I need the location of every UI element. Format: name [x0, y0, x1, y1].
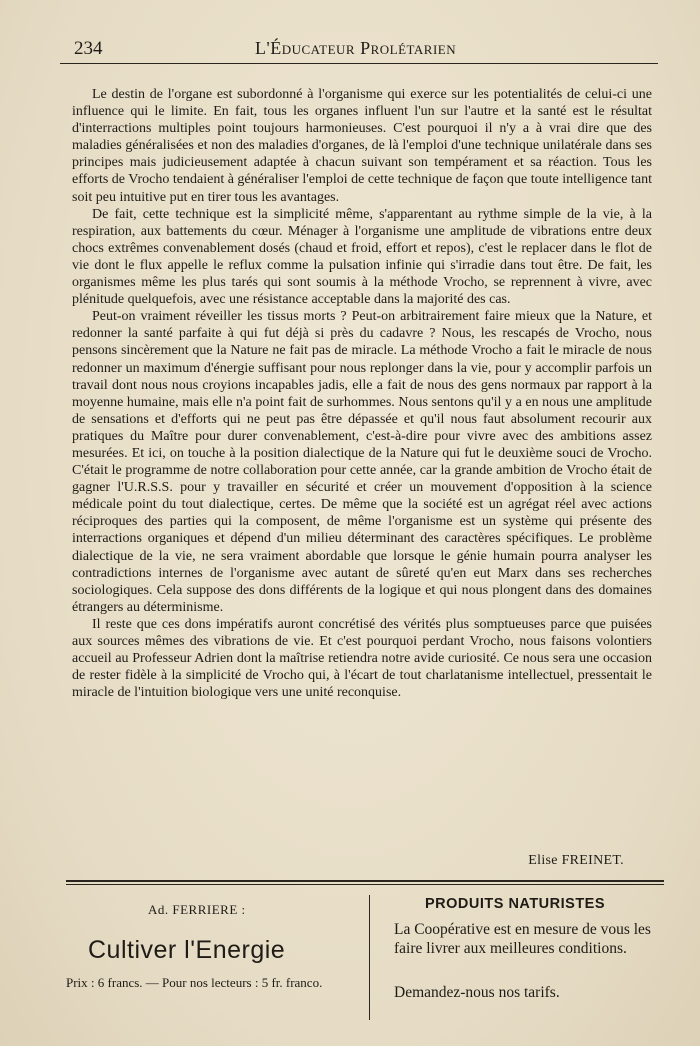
ad-book-title: Cultiver l'Energie	[88, 936, 286, 964]
book-advertisement	[66, 890, 366, 1020]
ad-price: Prix : 6 francs. — Pour nos lecteurs : 5 fr. franco.	[66, 975, 323, 990]
paragraph-1: Le destin de l'organe est subordonné à l'organisme qui exerce sur les potentialités de celui-ci une influence qui le limite. En fait, tous les organes influent l'un sur l'autre et la santé est le résultat d'interractions multiples point toujours harmonieuses. C'est pourquoi il n'y a à vrai dire que des maladies généralisées et non des maladies d'organes, de là l'emploi d'une technique unilatérale dans ses principes mais judicieusement adaptée à chacun suivant son tempérament et sa réaction. Tous les efforts de Vrocho tendaient à généraliser l'emploi de cette technique de façon que toute intelligence tant soit peu intuitive put en tirer tous les avantages.	[72, 87, 652, 205]
paragraph-4: Il reste que ces dons impératifs auront concrétisé des vérités plus somptueuses parce que puisées aux sources mêmes des vibrations de vie. Et c'est pourquoi perdant Vrocho, nous faisons volontiers accueil au Professeur Adrien dont la maîtrise retiendra notre avide curiosité. Ce nous sera une occasion de rester fidèle à la simplicité de Vrocho qui, à l'écart de tout charlatanisme intellectuel, pressentait le miracle de l'intuition biologique vers une unité reconquise.	[72, 616, 652, 701]
footer-rule-thin	[66, 884, 664, 885]
journal-title: L'Éducateur Prolétarien	[255, 38, 457, 58]
header-rule	[60, 63, 658, 64]
ad-right-title: PRODUITS NATURISTES	[425, 896, 606, 912]
naturist-products-advertisement	[380, 890, 670, 1020]
article-body	[72, 86, 652, 701]
page-header	[60, 34, 660, 64]
paragraph-3: Peut-on vraiment réveiller les tissus morts ? Peut-on arbitrairement faire mieux que la Nature, et redonner la santé parfaite à qui fut déjà si près du cadavre ? Nous, les rescapés de Vrocho, nous pensons sincèrement que la Nature ne fait pas de miracle. La méthode Vrocho a fait le miracle de nous redonner un maximum d'énergie suffisant pour nous replonger dans la vie, pour y accomplir parfois un travail dont nous nous croyions incapables jadis, elle a fait de nous des gens normaux par rapport à la moyenne humaine, mais elle n'a point fait de surhommes. Nous sentons qu'il y a en nous une amplitude de sensations et d'efforts qui ne peut pas être dépassée et qu'il nous faut absolument recourir aux pratiques du Maître pour durer convenablement, c'est-à-dire pour vivre avec des ambitions assez mesurées. Et ici, on touche à la position dialectique de la Nature qui fut le deuxième souci de Vrocho. C'était le programme de notre collaboration pour cette année, car la grande ambition de Vrocho était de gagner l'U.R.S.S. pour y travailler en sécurité et créer un mouvement d'opposition à la science médicale point du tout dialectique, certes. De même que la société est un agrégat réel avec actions réciproques des parties qui la composent, de même l'organisme est un système qui présente des interractions organiques et dépend d'un milieu déterminant des caractères spécifiques. Le problème dialectique de la vie, ne sera vraiment abordable que lorsque le génie humain pourra analyser les contradictions internes de l'organisme avec autant de sûreté qu'en eut Marx dans ses recherches sociologiques. Cela suppose des dons différents de la logique et qui nous plongent dans des domaines étrangers au déterminisme.	[72, 309, 652, 615]
ad-divider	[369, 895, 370, 1020]
ad-right-cta: Demandez-nous nos tarifs.	[394, 984, 560, 1001]
ad-right-body: La Coopérative est en mesure de vous les faire livrer aux meilleures conditions.	[394, 921, 651, 957]
paragraph-2: De fait, cette technique est la simplicité même, s'apparentant au rythme simple de la vie, à la respiration, aux battements du cœur. Ménager à l'organisme une amplitude de vibrations entre deux chocs extrêmes convenablement dosés (chaud et froid, effort et repos), c'est le replacer dans le flot de vie dont le flux appelle le reflux comme la pulsation infinie qui s'irradie dans tout être. De fait, les organismes même les plus tarés qui sont soumis à la méthode Vrocho, se reprennent à vivre, avec plénitude quelquefois, avec une résistance acceptable dans la majorité des cas.	[72, 206, 652, 308]
footer-rule-thick	[66, 880, 664, 882]
author-signature: Elise FREINET.	[528, 853, 624, 868]
page-number: 234	[74, 38, 103, 59]
ad-author: Ad. FERRIERE :	[148, 902, 246, 917]
